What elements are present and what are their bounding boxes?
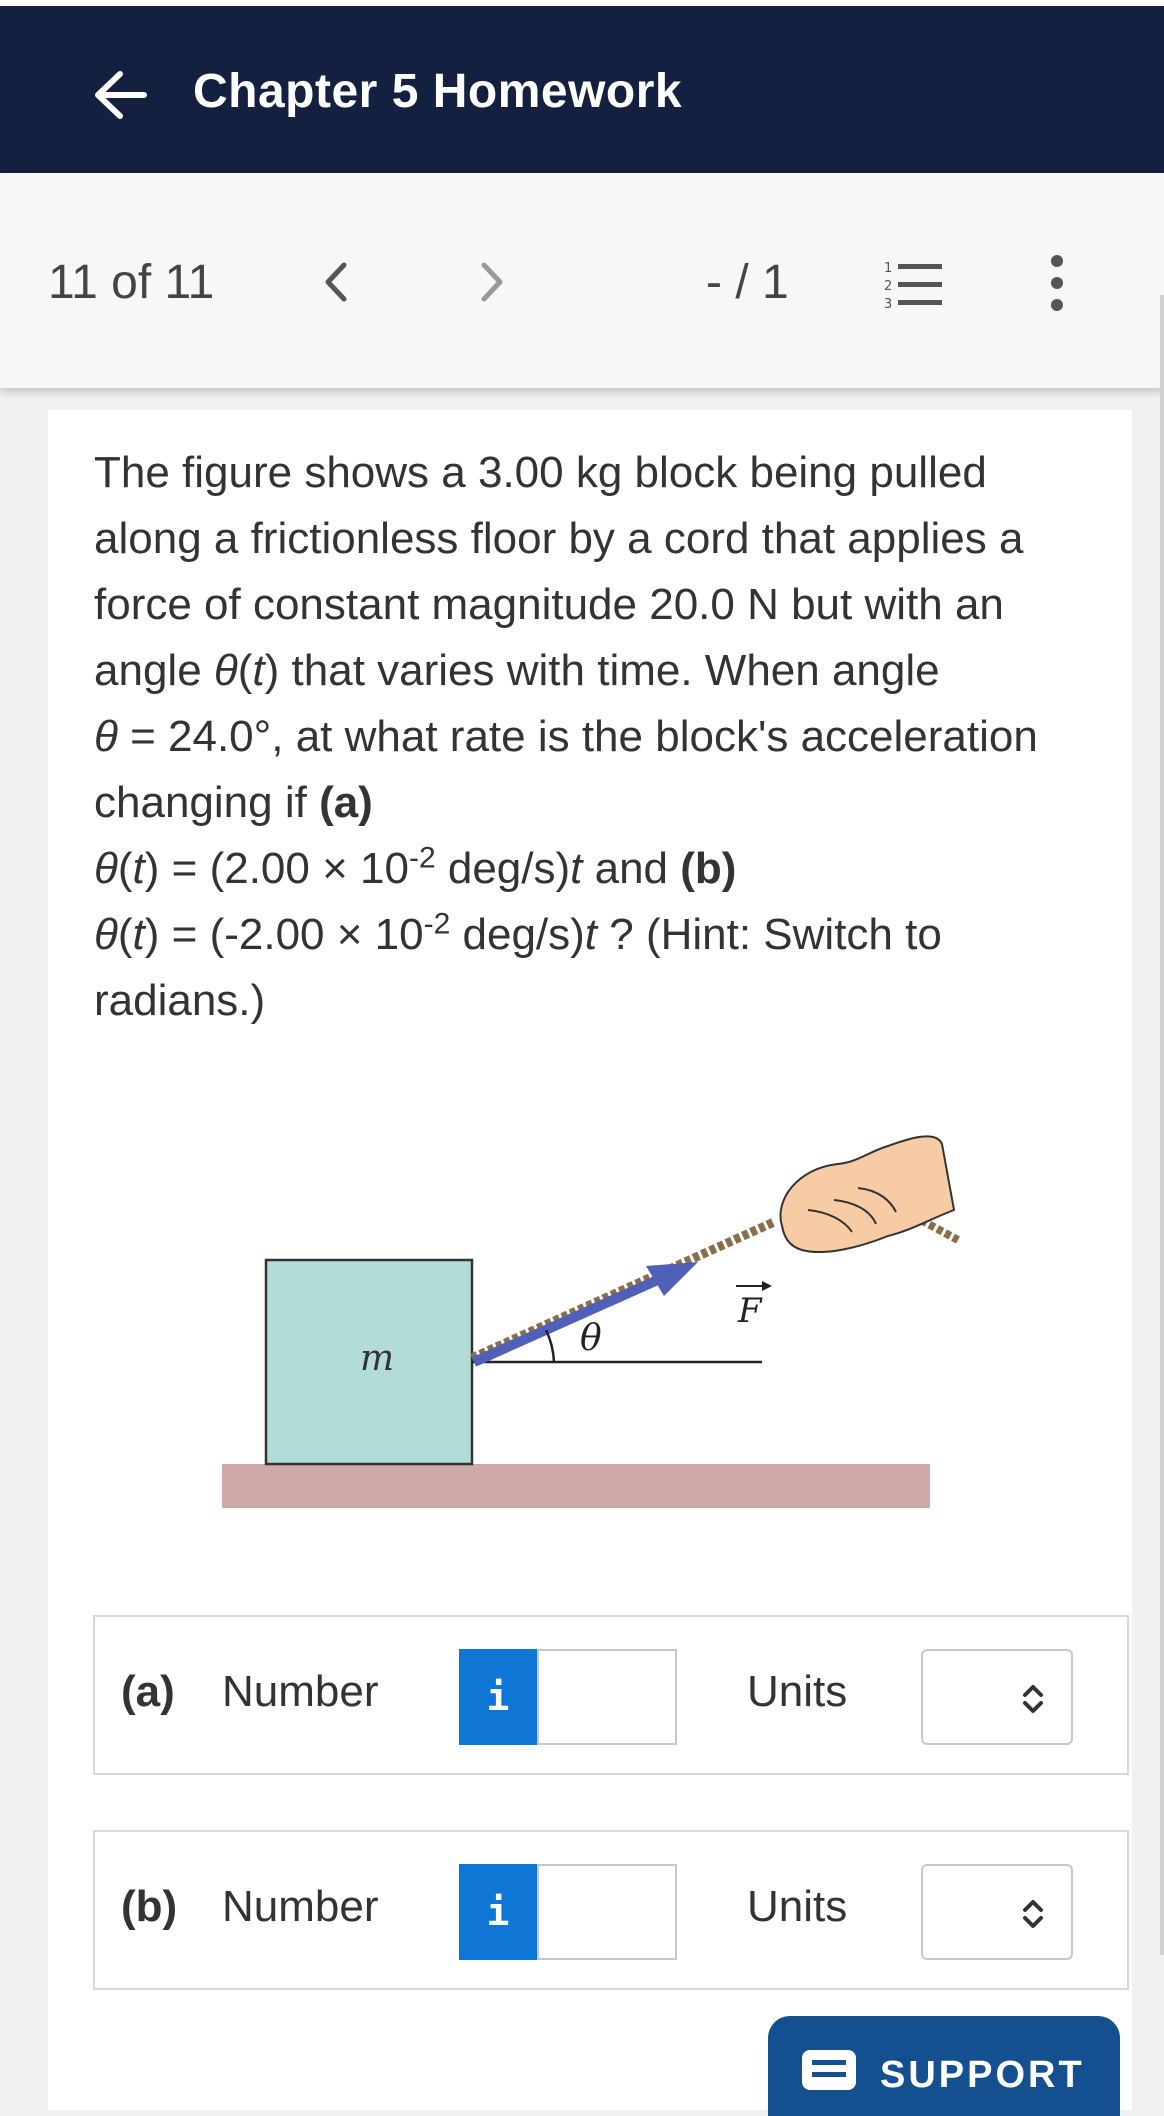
question-card (48, 410, 1132, 2110)
chevron-left-icon[interactable] (318, 257, 354, 307)
info-button[interactable]: i (459, 1649, 537, 1745)
question-text: The figure shows a 3.00 kg block being pulled along a frictionless floor by a cord that applies a force of constant magnitude 20.0 N but with an angle θ(t) that varies with time. When angle θ = 24.0°, at what rate is the block's acceleration changing if (a) $\theta(t) = (2.00 \times 10^{-2}$ deg/s)t and (b) $\theta(t) = (-2.00 \times 10^{-2}$ deg/s)t ? (Hint: Switch to radians.) (94, 448, 1038, 1025)
app-header (0, 0, 1164, 173)
score-display: - / 1 (706, 256, 789, 309)
support-button[interactable] (768, 2016, 1120, 2116)
chevron-right-icon[interactable] (474, 257, 510, 307)
hand-illustration (780, 1136, 954, 1252)
question-nav-bar (0, 173, 1164, 388)
scrollbar-track[interactable] (1160, 295, 1164, 1955)
number-input[interactable] (537, 1649, 677, 1745)
units-select[interactable] (921, 1864, 1073, 1960)
force-vector-tip (762, 1281, 772, 1291)
svg-text:3: 3 (884, 297, 893, 310)
angle-label: θ (580, 1318, 602, 1359)
mass-label: m (360, 1338, 395, 1379)
units-label: Units (747, 1667, 848, 1716)
answer-row-b (93, 1830, 1129, 1990)
svg-text:2: 2 (884, 279, 893, 294)
block-pull-figure (198, 1060, 1038, 1530)
floor (222, 1464, 930, 1508)
select-chevrons-icon (1019, 1894, 1047, 1934)
more-vertical-icon[interactable] (1042, 253, 1072, 313)
support-label: SUPPORT (880, 2054, 1085, 2096)
page-title: Chapter 5 Homework (193, 65, 683, 118)
arrow-left-icon[interactable] (92, 70, 148, 120)
number-label: Number (222, 1667, 379, 1716)
select-chevrons-icon (1019, 1679, 1047, 1719)
force-arrow-shaft (474, 1278, 662, 1362)
numbered-list-icon[interactable] (882, 258, 944, 310)
answer-row-a (93, 1615, 1129, 1775)
part-label: (a) (121, 1667, 175, 1716)
question-counter: 11 of 11 (48, 256, 215, 309)
info-button[interactable]: i (459, 1864, 537, 1960)
angle-arc (546, 1330, 554, 1362)
number-label: Number (222, 1882, 379, 1931)
part-label: (b) (121, 1882, 178, 1931)
units-label: Units (747, 1882, 848, 1931)
number-input[interactable] (537, 1864, 677, 1960)
chat-icon (800, 2048, 858, 2098)
svg-text:1: 1 (884, 261, 893, 276)
units-select[interactable] (921, 1649, 1073, 1745)
force-label: F (738, 1291, 762, 1331)
